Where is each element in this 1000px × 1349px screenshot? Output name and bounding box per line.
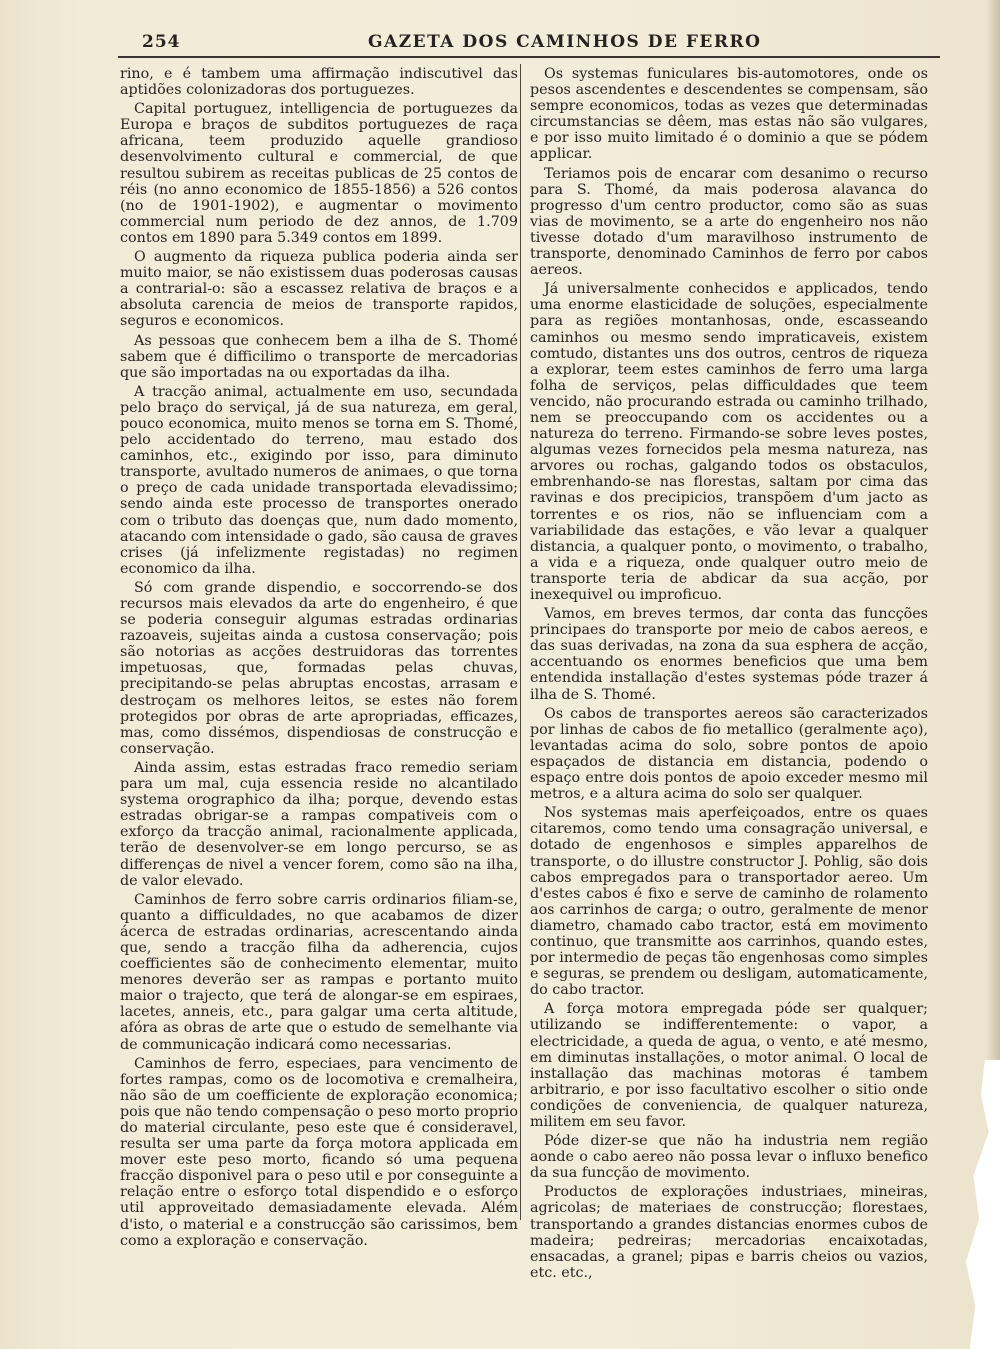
paragraph: A força motora empregada póde ser qualquer; utilizando se indifferentemente: o vapor, a electricidade, a queda de agua, o vento, e até mesmo, em diminutas installações, o motor animal. O local de installação das machinas motoras é tambem arbitrario, e por isso facultativo escolher o sitio onde condições de conveniencia, de qualquer natureza, militem em seu favor. — [530, 1001, 928, 1130]
running-title: GAZETA DOS CAMINHOS DE FERRO — [368, 32, 762, 52]
paragraph: Os cabos de transportes aereos são caracterizados por linhas de cabos de fio metallico (geralmente aço), levantadas acima do solo, sobre pontos de apoio espaçados de distancia em distancia, podendo o espaço entre dois pontos de apoio exceder mesmo mil metros, e a altura acima do solo ser qualquer. — [530, 705, 928, 803]
paragraph: Já universalmente conhecidos e applicados, tendo uma enorme elasticidade de soluções, especialmente para as regiões montanhosas, onde, escasseando caminhos ou mesmo sendo impraticaveis, existem comtudo, distantes uns dos outros, centros de riqueza a explorar, teem estes caminhos de ferro uma larga folha de serviços, pelas difficuldades que teem vencido, não procurando estrada ou caminho trilhado, nem se preoccupando com os accidentes ou a natureza do terreno. Firmando-se sobre leves postes, algumas vezes fornecidos pela mesma natureza, nas arvores ou rochas, galgando todos os obstaculos, embrenhando-se nas florestas, saltam por cima das ravinas e dos precipicios, transpõem d'um jacto as torrentes e os rios, não se influenciam com a variabilidade das estações, e vão levar a qualquer distancia, a qualquer ponto, o movimento, o trabalho, a vida e a riqueza, onde qualquer outro meio de transporte teria de abdicar da sua acção, por inexequivel ou improficuo. — [530, 281, 928, 603]
paragraph: Só com grande dispendio, e soccorrendo-se dos recursos mais elevados da arte do engenheiro, é que se poderia conseguir algumas estradas ordinarias razoaveis, sujeitas ainda a custosa conservação; pois são notorias as acções destruidoras das torrentes impetuosas, que, formadas pelas chuvas, precipitando-se pelas abruptas encostas, arrasam e destroçam os melhores leitos, se estes não forem protegidos por obras de arte apropriadas, efficazes, mas, como dissémos, dispendiosas de construcção e conservação. — [120, 579, 518, 757]
paragraph: Capital portuguez, intelligencia de portuguezes da Europa e braços de subditos portuguezes de raça africana, teem produzido aquelle grandioso desenvolvimento cultural e commercial, de que resultou subirem as receitas publicas de 25 contos de réis (no anno economico de 1855-1856) a 526 contos (no de 1901-1902), e augmentar o movimento commercial num periodo de dez annos, de 1.709 contos em 1890 para 5.349 contos em 1899. — [120, 101, 518, 246]
paragraph: rino, e é tambem uma affirmação indiscutivel das aptidões colonizadoras dos portuguezes. — [120, 66, 518, 99]
paragraph: A tracção animal, actualmente em uso, secundada pelo braço do serviçal, já de sua natureza, em geral, pouco economica, muito menos se torna em S. Thomé, pelo accidentado do terreno, mau estado dos caminhos, etc., exigindo por isso, para diminuto transporte, avultado numeros de animaes, o que torna o preço de cada unidade transportada elevadissimo; sendo ainda este processo de transportes onerado com o tributo das doenças que, num dado momento, atacando com intensidade o gado, são causa de graves crises (já infelizmente registadas) no regimen economico da ilha. — [120, 383, 518, 577]
paragraph: As pessoas que conhecem bem a ilha de S. Thomé sabem que é difficilimo o transporte de mercadorias que são importadas na ou exportadas da ilha. — [120, 332, 518, 381]
paragraph: Vamos, em breves termos, dar conta das funcções principaes do transporte por meio de cabos aereos, e das suas derivadas, na zona da sua esphera de acção, accentuando os enormes beneficios que uma bem entendida installação d'estes systemas póde trazer á ilha de S. Thomé. — [530, 606, 928, 703]
paragraph: Productos de explorações industriaes, mineiras, agricolas; de materiaes de construcção; florestaes, transportando a grandes distancias enormes cubos de madeira; pedreiras; mercadorias encaixotadas, ensacadas, a granel; pipas e barris cheios ou vazios, etc. etc., — [530, 1184, 928, 1281]
paragraph: O augmento da riqueza publica poderia ainda ser muito maior, se não existissem duas poderosas causas a contrarial-o: são a escassez relativa de braços e a absoluta carencia de meios de transporte rapidos, seguros e economicos. — [120, 249, 518, 330]
paragraph: Caminhos de ferro, especiaes, para vencimento de fortes rampas, como os de locomotiva e cremalheira, não são de um coefficiente de exploração economica; pois que não tendo compensação o peso morto proprio do material circulante, peso este que é consideravel, resulta ser uma parte da força motora applicada em mover este peso morto, ficando só uma pequena fracção disponivel para o peso util e por conseguinte a relação entre o esforço total dispendido e o esforço util approveitado demasiadamente elevada. Além d'isto, o material e a construcção são carissimos, bem como a exploração e conservação. — [120, 1055, 518, 1249]
paragraph: Nos systemas mais aperfeiçoados, entre os quaes citaremos, como tendo uma consagração universal, e dotado de engenhosos e simples apparelhos de transporte, o do illustre constructor J. Pohlig, são dois cabos empregados para o transportador aereo. Um d'estes cabos é fixo e serve de caminho de rolamento aos carrinhos de carga; o outro, geralmente de menor diametro, chamado cabo tractor, está em movimento continuo, que transmitte aos carrinhos, quando estes, por intermedio de peças tão engenhosas como simples e seguras, se prendem ou desligam, automaticamente, do cabo tractor. — [530, 805, 928, 999]
torn-paper-edge — [962, 1060, 1000, 1349]
page-number: 254 — [142, 32, 181, 52]
paragraph: Teriamos pois de encarar com desanimo o recurso para S. Thomé, da mais poderosa alavanca do progresso d'um centro productor, como são as suas vias de movimento, se a arte do engenheiro nos não tivesse dotado d'um maravilhoso instrumento de transporte, denominado Caminhos de ferro por cabos aereos. — [530, 165, 928, 279]
paragraph: Os systemas funiculares bis-automotores, onde os pesos ascendentes e descendentes se compensam, são sempre economicos, todas as vezes que determinadas circumstancias se dêem, mas estas não são vulgares, e por isso muito limitado é o dominio a que se pódem applicar. — [530, 66, 928, 163]
left-column — [120, 66, 518, 1249]
paragraph: Póde dizer-se que não ha industria nem região aonde o cabo aereo não possa levar o influxo benefico da sua funcção de movimento. — [530, 1133, 928, 1182]
right-column — [530, 66, 928, 1281]
column-divider — [520, 64, 521, 1220]
paragraph: Ainda assim, estas estradas fraco remedio seriam para um mal, cuja essencia reside no alcantilado systema orographico da ilha; porque, devendo estas estradas obrigar-se a rampas compativeis com o exforço da tracção animal, racionalmente applicada, terão de desenvolver-se em longo percurso, se as differenças de nivel a vencer forem, como são na ilha, de valor elevado. — [120, 759, 518, 889]
page-header — [118, 30, 940, 58]
paragraph: Caminhos de ferro sobre carris ordinarios filiam-se, quanto a difficuldades, no que acabamos de dizer ácerca de estradas ordinarias, acrescentando ainda que, sendo a tracção filha da adherencia, cujos coefficientes são de conhecimento elementar, muito menores deverão ser as rampas e portanto muito maior o trajecto, que terá de alongar-se em espiraes, lacetes, anneis, etc., para galgar uma certa altitude, afóra as obras de arte que o estudo de semelhante via de communicação indicará como necessarias. — [120, 891, 518, 1053]
